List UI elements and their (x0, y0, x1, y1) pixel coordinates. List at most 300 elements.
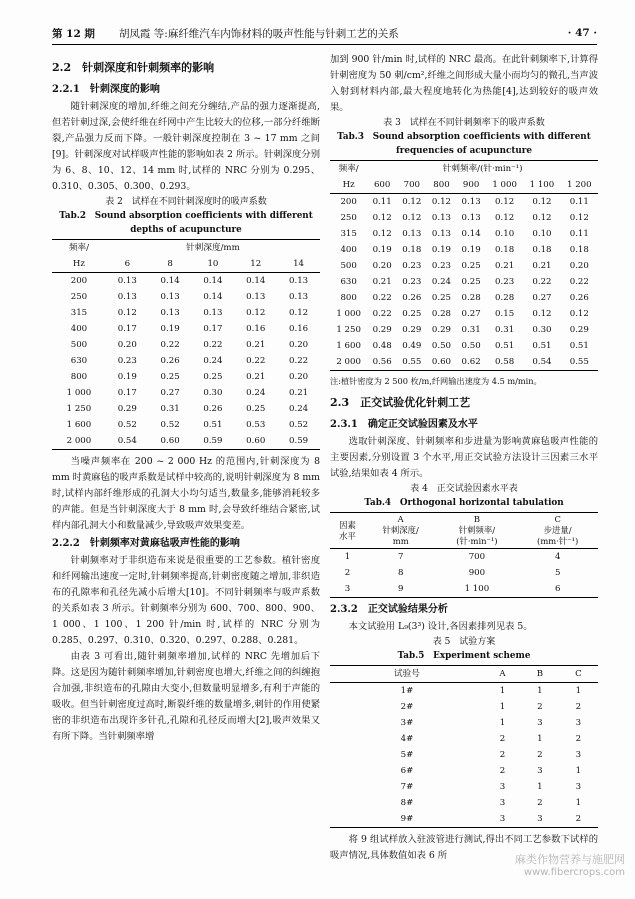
table-4-caption-en: Tab.4 Orthogonal horizontal tabulation (364, 498, 564, 508)
table-5-cell: 3 (537, 718, 543, 728)
table-3-cell: 0.25 (431, 293, 452, 303)
table-4-row (330, 549, 598, 566)
table-3 (330, 160, 598, 371)
table-3-cell: 0.29 (402, 325, 422, 335)
table-2-column-header: 6 (106, 256, 149, 273)
table-2-cell: 0.12 (246, 308, 266, 318)
table-3-cell: 0.22 (569, 277, 589, 287)
table-2-cell: 0.14 (160, 276, 180, 286)
table-5-cell: 3 (521, 811, 559, 828)
table-2-corner-bottom: Hz (52, 256, 106, 273)
table-2-row-label: 315 (70, 308, 88, 318)
header-rule (52, 44, 597, 45)
table-3-row (330, 290, 598, 306)
watermark-name: 麻类作物营养与施肥网 (515, 853, 625, 866)
table-5-cell: 6# (400, 766, 414, 776)
table-2-cell: 0.26 (160, 356, 180, 366)
table-3-cell: 0.31 (461, 325, 481, 335)
table-5-cell: 2 (499, 734, 506, 744)
table-3-cell: 0.54 (523, 354, 560, 371)
table-2-cell: 0.13 (203, 308, 223, 318)
table-3-cell: 0.20 (372, 261, 392, 271)
table-2-row (52, 273, 320, 290)
table-3-row-label: 630 (340, 277, 357, 287)
table-5-row (330, 699, 598, 715)
table-5-cell: 5# (400, 750, 414, 760)
table-4-cell: 2 (344, 568, 351, 578)
table-3-caption-en-1: Tab.3 Sound absorption coefficients with different (337, 132, 591, 142)
table-3-cell: 0.27 (461, 309, 481, 319)
table-4-row (330, 565, 598, 581)
table-2-row (52, 369, 320, 385)
table-3-cell: 0.28 (495, 293, 515, 303)
table-5-cell: 1# (400, 686, 414, 696)
table-3-row (330, 242, 598, 258)
table-2-cell: 0.22 (203, 340, 223, 350)
table-2-cell: 0.13 (160, 308, 180, 318)
table-3-cell: 0.55 (397, 354, 427, 371)
table-3-cell: 0.27 (532, 293, 552, 303)
table-3-cell: 0.29 (569, 325, 589, 335)
table-5 (330, 665, 598, 828)
table-2-cell: 0.24 (203, 356, 223, 366)
table-3-cell: 0.15 (495, 309, 515, 319)
table-3-cell: 0.50 (461, 341, 481, 351)
table-4-cell: 9 (365, 581, 436, 598)
table-5-cell: 3 (575, 718, 582, 728)
table-3-cell: 0.11 (569, 197, 589, 207)
table-2-column-header: 12 (234, 256, 277, 273)
table-2-cell: 0.13 (289, 292, 309, 302)
table-2-cell: 0.16 (289, 324, 309, 334)
table-5-column-header: C (559, 666, 598, 683)
table-3-cell: 0.12 (372, 213, 392, 223)
table-5-row (330, 747, 598, 763)
table-2-cell: 0.16 (246, 324, 266, 334)
table-2-column-header: 14 (277, 256, 320, 273)
table-2-cell: 0.19 (117, 372, 137, 382)
table-3-column-header: 900 (456, 177, 486, 194)
table-3-column-header: 1 200 (561, 177, 598, 194)
table-3-cell: 0.20 (569, 261, 589, 271)
table-3-row-label: 1 000 (336, 309, 361, 319)
table-5-cell: 7# (400, 782, 414, 792)
table-5-row (330, 731, 598, 747)
table-2-row-label: 1 600 (66, 420, 92, 430)
table-5-cell: 3 (575, 750, 582, 760)
table-2-cell: 0.25 (160, 372, 180, 382)
table-2-cell: 0.17 (203, 324, 223, 334)
table-5-cell: 2 (499, 766, 506, 776)
table-3-cell: 0.10 (532, 229, 552, 239)
table-3-caption-cn: 表 3 试样在不同针刺频率下的吸声系数 (383, 118, 545, 128)
table-3-cell: 0.12 (569, 213, 589, 223)
table-3-cell: 0.18 (402, 245, 422, 255)
table-4-column-header: B 针刺频率/ (针·min⁻¹) (436, 513, 517, 549)
table-5-cell: 3 (484, 811, 521, 828)
table-5-cell: 1 (499, 718, 506, 728)
table-5-column-header: 试验号 (330, 666, 484, 683)
table-5-cell: 2 (559, 811, 598, 828)
table-5-cell: 1 (575, 798, 582, 808)
table-3-cell: 0.13 (402, 229, 422, 239)
table-4-cell: 8 (397, 568, 404, 578)
section-heading-2-2: 2.2 针刺深度和针刺频率的影响 (52, 61, 215, 74)
table-3-cell: 0.28 (461, 293, 481, 303)
table-3-row-label: 1 250 (336, 325, 361, 335)
table-3-cell: 0.12 (532, 213, 552, 223)
table-3-row (330, 338, 598, 354)
table-2-cell: 0.52 (117, 420, 137, 430)
running-title: 胡凤霞 等:麻纤维汽车内饰材料的吸声性能与针刺工艺的关系 (118, 27, 399, 40)
table-2-cell: 0.24 (289, 404, 309, 414)
table-3-cell: 0.12 (372, 229, 392, 239)
table-5-cell: 3 (499, 782, 506, 792)
table-5-column-header: B (521, 666, 559, 683)
table-2-caption-en-1: Tab.2 Sound absorption coefficients with different (59, 211, 313, 221)
table-2-cell: 0.23 (117, 356, 137, 366)
table-4-caption-cn: 表 4 正交试验因素水平表 (410, 484, 518, 494)
table-3-cell: 0.29 (431, 325, 452, 335)
table-2-row-label: 800 (70, 372, 88, 382)
table-5-cell: 3 (537, 766, 543, 776)
table-3-row-label: 1 600 (336, 341, 361, 351)
table-3-column-header: 700 (397, 177, 427, 194)
table-4-cell: 7 (397, 552, 404, 562)
table-3-cell: 0.55 (561, 354, 598, 371)
table-2-corner-top: 频率/ (52, 240, 106, 257)
watermark-url: www.fibercrops.com (523, 867, 625, 878)
table-5-cell: 1 (499, 702, 506, 712)
table-3-cell: 0.12 (402, 213, 422, 223)
table-3-cell: 0.12 (402, 197, 422, 207)
table-2-cell: 0.30 (203, 388, 223, 398)
table-5-cell: 1 (575, 686, 582, 696)
table-2-group-header: 针刺深度/mm (106, 240, 320, 257)
table-3-cell: 0.60 (427, 354, 457, 371)
table-3-cell: 0.12 (495, 197, 515, 207)
table-5-row (330, 795, 598, 811)
table-3-cell: 0.13 (431, 213, 452, 223)
table-2-row-label: 630 (70, 356, 88, 366)
table-2-row-label: 250 (70, 292, 88, 302)
table-2-cell: 0.22 (160, 340, 180, 350)
table-5-caption-cn: 表 5 试验方案 (432, 637, 496, 647)
table-3-cell: 0.25 (402, 309, 422, 319)
paragraph: 针刺频率对于非织造布来说是很重要的工艺参数。植针密度和纤网输出速度一定时,针刺频率提高,针刺密度随之增加,非织造布的孔隙率和孔径先减小后增大[10]。不同针刺频率与吸声系数的关系如表 3 所示。针刺频率分别为 600、700、800、900、1 000、1 100、1 200 针/min 时,试样的 NRC 分别为 0.285、0.297、0.310、0.320、0.297、0.288、0.281。 (52, 555, 320, 646)
table-2-row (52, 321, 320, 337)
table-3-cell: 0.51 (532, 341, 552, 351)
paragraph: 当噪声频率在 200 ~ 2 000 Hz 的范围内,针刺深度为 8 mm 时黄麻毡的吸声系数是试样中较高的,说明针刺深度为 8 mm 时,试样内部纤维形成的孔洞大小均匀适当,数量多,能够消耗较多的声能。但是当针刺深度大于 8 mm 时,会导致纤维结合紧密,试样内部孔洞大小和数量减少,导致吸声效果变差。 (52, 456, 320, 531)
table-4-column-header: 因素 水平 (330, 513, 365, 549)
table-3-note: 注:植针密度为 2 500 枚/m,纤网输出速度为 4.5 m/min。 (330, 376, 542, 386)
table-3-row-label: 800 (340, 293, 357, 303)
table-3-cell: 0.19 (372, 245, 392, 255)
table-2-row (52, 305, 320, 321)
table-2-row (52, 353, 320, 369)
table-5-cell: 3# (400, 718, 414, 728)
running-header (52, 24, 597, 42)
paragraph: 选取针刺深度、针刺频率和步进量为影响黄麻毡吸声性能的主要因素,分别设置 3 个水平,用正交试验方法设计三因素三水平试验,结果如表 4 所示。 (330, 436, 598, 479)
table-3-cell: 0.58 (486, 354, 523, 371)
table-2-cell: 0.52 (160, 420, 180, 430)
table-5-row (330, 811, 598, 828)
paragraph: 随针刺深度的增加,纤维之间充分缠结,产品的强力逐渐提高,但若针刺过深,会使纤维在纤网中产生比较大的位移,一部分纤维断裂,产品强力反而下降。一般针刺深度控制在 3 ~ 17 mm 之间[9]。针刺深度对试样吸声性能的影响如表 2 所示。针刺深度分别为 6、8、10、12、14 mm 时,试样的 NRC 分别为 0.295、0.310、0.305、0.300、0.293。 (52, 101, 320, 192)
table-5-cell: 1 (575, 766, 582, 776)
table-4-column-header: A 针刺深度/ mm (365, 513, 436, 549)
table-5-row (330, 763, 598, 779)
table-3-row-label: 315 (340, 229, 357, 239)
table-5-cell: 2 (537, 702, 543, 712)
table-2-row (52, 385, 320, 401)
table-2-row (52, 433, 320, 450)
table-2-cell: 0.29 (117, 404, 137, 414)
table-2-cell: 0.24 (246, 388, 266, 398)
table-3-cell: 0.13 (461, 197, 481, 207)
table-3-cell: 0.13 (461, 213, 481, 223)
table-2-column-header: 8 (149, 256, 192, 273)
table-5-cell: 2 (537, 798, 543, 808)
table-2-cell: 0.21 (246, 372, 266, 382)
table-3-cell: 0.23 (402, 261, 422, 271)
table-3-caption-en-2: frequencies of acupuncture (395, 146, 533, 156)
table-4-cell: 5 (554, 568, 561, 578)
table-5-cell: 2 (499, 750, 506, 760)
table-2-cell: 0.20 (289, 340, 309, 350)
table-3-cell: 0.25 (461, 277, 481, 287)
table-2-cell: 0.25 (203, 372, 223, 382)
table-2-cell: 0.27 (160, 388, 180, 398)
table-5-cell: 4# (400, 734, 414, 744)
section-heading-2-2-1: 2.2.1 针刺深度的影响 (52, 84, 160, 95)
table-5-row (330, 683, 598, 700)
table-4-cell: 4 (554, 552, 561, 562)
table-3-cell: 0.62 (456, 354, 486, 371)
table-3-cell: 0.23 (495, 277, 515, 287)
table-3-row-label: 400 (340, 245, 357, 255)
table-2-cell: 0.20 (289, 372, 309, 382)
table-3-cell: 0.18 (569, 245, 589, 255)
table-3-cell: 0.29 (372, 325, 392, 335)
table-2-cell: 0.60 (234, 433, 277, 450)
table-2-cell: 0.25 (246, 404, 266, 414)
table-3-cell: 0.51 (569, 341, 589, 351)
table-4-column-header: C 步进量/ (mm·针⁻¹) (517, 513, 598, 549)
table-2-cell: 0.22 (289, 356, 309, 366)
table-5-caption-en: Tab.5 Experiment scheme (397, 651, 531, 661)
table-2-cell: 0.13 (117, 292, 137, 302)
table-3-cell: 0.49 (402, 341, 422, 351)
table-3-cell: 0.22 (372, 293, 392, 303)
paragraph: 将 9 组试样放入驻波管进行测试,得出不同工艺参数下试样的吸声情况,具体数值如表 6 所 (330, 834, 598, 861)
paragraph: 加到 900 针/min 时,试样的 NRC 最高。在此针刺频率下,计算得针刺密度为 50 刺/cm²,纤维之间形成大量小而均匀的微孔,当声波入射到材料内部,最大程度地转化为热能[4],达到较好的吸声效果。 (330, 54, 598, 113)
table-3-corner-bottom: Hz (330, 177, 367, 194)
table-3-cell: 0.31 (495, 325, 515, 335)
table-3-cell: 0.51 (495, 341, 515, 351)
table-3-row (330, 274, 598, 290)
paragraph: 由表 3 可看出,随针刺频率增加,试样的 NRC 先增加后下降。这是因为随针刺频率增加,针刺密度也增大,纤维之间的纠缠抱合加强,非织造布的孔隙由大变小,但数量明显增多,有利于声能的吸收。但当针刺密度过高时,断裂纤维的数量增多,刺针的作用使紧密的非织造布出现许多针孔,孔隙和孔径反而增大[2],吸声效果又有所下降。当针刺频率增 (52, 651, 320, 742)
watermark (515, 853, 625, 879)
table-2-cell: 0.13 (289, 276, 309, 286)
table-2-row-label: 2 000 (52, 433, 106, 450)
table-2-row-label: 200 (70, 276, 88, 286)
table-2-cell: 0.21 (289, 388, 309, 398)
table-4 (330, 512, 598, 598)
table-2-row (52, 289, 320, 305)
table-2-caption-cn: 表 2 试样在不同针刺深度时的吸声系数 (105, 197, 267, 207)
table-2-cell: 0.13 (160, 292, 180, 302)
table-5-cell: 2 (575, 702, 582, 712)
table-5-cell: 2# (400, 702, 414, 712)
table-3-cell: 0.10 (495, 229, 515, 239)
table-5-cell: 9# (330, 811, 484, 828)
table-3-column-header: 600 (367, 177, 397, 194)
page-number: · 47 · (567, 27, 597, 39)
table-2-cell: 0.31 (160, 404, 180, 414)
table-2-cell: 0.22 (246, 356, 266, 366)
table-3-cell: 0.26 (569, 293, 589, 303)
table-3-cell: 0.18 (532, 245, 552, 255)
table-3-cell: 0.23 (402, 277, 422, 287)
table-3-cell: 0.19 (461, 245, 481, 255)
table-2-cell: 0.59 (277, 433, 320, 450)
table-2-row-label: 500 (70, 340, 88, 350)
table-5-column-header: A (484, 666, 521, 683)
table-2-row-label: 400 (70, 324, 88, 334)
table-5-cell: 3 (499, 798, 506, 808)
table-2-cell: 0.14 (203, 276, 223, 286)
table-3-row-label: 200 (340, 197, 357, 207)
table-5-cell: 2 (575, 734, 582, 744)
table-3-cell: 0.21 (495, 261, 515, 271)
table-3-cell: 0.12 (532, 309, 552, 319)
table-2-row-label: 1 000 (66, 388, 92, 398)
table-3-row (330, 306, 598, 322)
table-2-cell: 0.17 (117, 324, 137, 334)
table-5-cell: 8# (400, 798, 414, 808)
table-5-cell: 2 (537, 750, 543, 760)
table-3-cell: 0.21 (372, 277, 392, 287)
table-2-row (52, 401, 320, 417)
table-2-cell: 0.59 (192, 433, 235, 450)
issue-number: 第 12 期 (52, 27, 95, 40)
table-3-cell: 0.13 (431, 229, 452, 239)
table-5-cell: 3 (575, 782, 582, 792)
table-3-cell: 0.25 (461, 261, 481, 271)
table-3-cell: 0.18 (495, 245, 515, 255)
table-2-row-label: 1 250 (66, 404, 92, 414)
table-2-cell: 0.12 (289, 308, 309, 318)
table-3-cell: 0.14 (461, 229, 481, 239)
table-4-cell: 700 (468, 552, 486, 562)
table-4-row (330, 581, 598, 598)
table-3-cell: 0.22 (372, 309, 392, 319)
table-2-row (52, 417, 320, 433)
section-heading-2-3-1: 2.3.1 确定正交试验因素及水平 (330, 419, 478, 430)
section-heading-2-3-2: 2.3.2 正交试验结果分析 (330, 604, 448, 615)
table-4-cell: 900 (468, 568, 486, 578)
table-2-cell: 0.14 (203, 292, 223, 302)
right-column (330, 52, 598, 864)
table-4-cell: 6 (517, 581, 598, 598)
table-3-cell: 0.22 (532, 277, 552, 287)
table-3-cell: 0.12 (569, 309, 589, 319)
table-2-cell: 0.13 (246, 292, 266, 302)
table-4-cell: 3 (330, 581, 365, 598)
table-3-row (330, 354, 598, 371)
table-2-cell: 0.13 (117, 276, 137, 286)
table-2-cell: 0.60 (149, 433, 192, 450)
paragraph: 本文试验用 L₉(3³) 设计,各因素排列见表 5。 (348, 621, 533, 632)
table-2-cell: 0.17 (117, 388, 137, 398)
table-3-corner-top: 频率/ (330, 161, 367, 178)
table-4-cell: 1 (344, 552, 351, 562)
table-3-row (330, 258, 598, 274)
left-column (52, 52, 320, 745)
table-2-cell: 0.21 (246, 340, 266, 350)
table-3-cell: 0.56 (367, 354, 397, 371)
table-3-row-label: 500 (340, 261, 357, 271)
table-4-cell: 1 100 (436, 581, 517, 598)
table-2-cell: 0.19 (160, 324, 180, 334)
section-heading-2-2-2: 2.2.2 针刺频率对黄麻毡吸声性能的影响 (52, 538, 240, 549)
table-3-row (330, 322, 598, 338)
table-2-column-header: 10 (192, 256, 235, 273)
table-3-row (330, 194, 598, 211)
table-3-column-header: 800 (427, 177, 457, 194)
table-3-column-header: 1 100 (523, 177, 560, 194)
table-3-group-header: 针刺频率/(针·min⁻¹) (367, 161, 598, 178)
table-2-row (52, 337, 320, 353)
table-3-column-header: 1 000 (486, 177, 523, 194)
table-3-cell: 0.23 (431, 261, 452, 271)
table-2 (52, 239, 320, 450)
table-3-cell: 0.48 (372, 341, 392, 351)
table-3-cell: 0.28 (431, 309, 452, 319)
table-2-cell: 0.14 (246, 276, 266, 286)
table-2-cell: 0.52 (289, 420, 309, 430)
table-5-cell: 1 (537, 782, 543, 792)
table-2-cell: 0.20 (117, 340, 137, 350)
table-5-cell: 1 (499, 686, 506, 696)
table-5-cell: 1 (537, 686, 543, 696)
table-2-caption-en-2: depths of acupuncture (130, 225, 242, 235)
table-3-cell: 0.12 (431, 197, 452, 207)
section-heading-2-3: 2.3 正交试验优化针刺工艺 (330, 396, 471, 409)
table-3-row-label: 2 000 (330, 354, 367, 371)
table-3-cell: 0.11 (569, 229, 589, 239)
table-3-row-label: 250 (340, 213, 357, 223)
table-2-cell: 0.51 (203, 420, 223, 430)
table-3-cell: 0.12 (495, 213, 515, 223)
table-3-cell: 0.11 (372, 197, 392, 207)
table-5-row (330, 715, 598, 731)
table-3-cell: 0.21 (532, 261, 552, 271)
table-2-cell: 0.12 (117, 308, 137, 318)
table-2-cell: 0.54 (106, 433, 149, 450)
table-2-cell: 0.53 (246, 420, 266, 430)
table-3-cell: 0.26 (402, 293, 422, 303)
table-3-cell: 0.19 (431, 245, 452, 255)
table-3-row (330, 226, 598, 242)
table-3-cell: 0.50 (431, 341, 452, 351)
table-3-cell: 0.30 (532, 325, 552, 335)
table-3-row (330, 210, 598, 226)
table-3-cell: 0.12 (532, 197, 552, 207)
table-5-row (330, 779, 598, 795)
table-5-cell: 1 (537, 734, 543, 744)
table-2-cell: 0.26 (203, 404, 223, 414)
